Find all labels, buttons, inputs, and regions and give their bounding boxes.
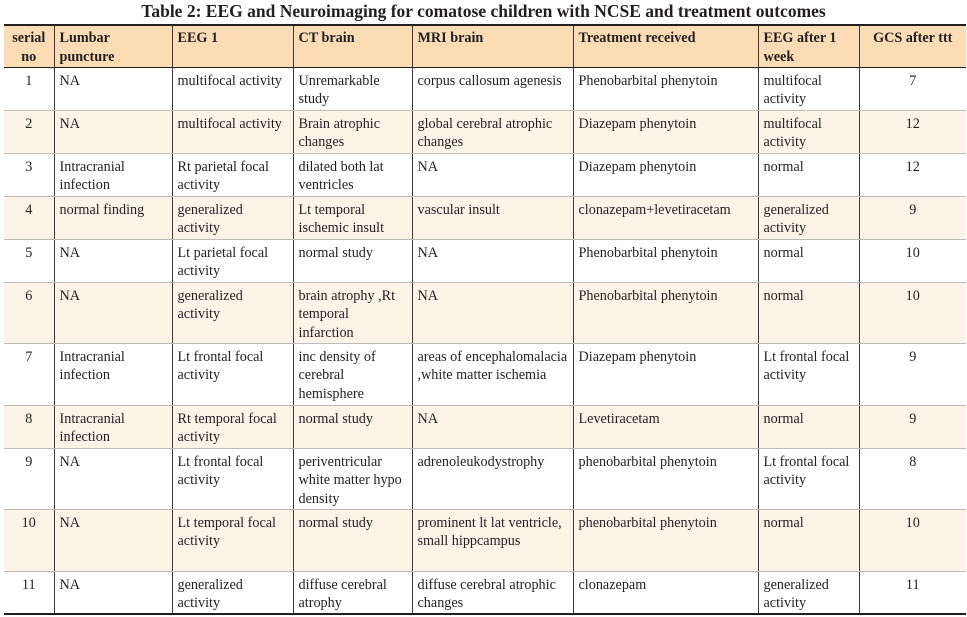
cell-eeg1: generalized activity: [172, 571, 293, 614]
results-table: [4, 24, 966, 615]
cell-gcs: 10: [859, 239, 966, 282]
table-body: [4, 67, 966, 614]
table-row: [4, 239, 966, 282]
table-row: [4, 196, 966, 239]
cell-treatment: clonazepam+levetiracetam: [573, 196, 758, 239]
cell-serial: 6: [4, 282, 54, 343]
table-row: [4, 282, 966, 343]
cell-lumbar-puncture: NA: [54, 448, 172, 509]
cell-gcs: 9: [859, 343, 966, 405]
cell-serial: 1: [4, 67, 54, 110]
table-title: Table 2: EEG and Neuroimaging for comatose children with NCSE and treatment outcomes: [141, 1, 826, 21]
cell-eeg1: Lt parietal focal activity: [172, 239, 293, 282]
table-row: [4, 448, 966, 509]
cell-gcs: 12: [859, 153, 966, 196]
cell-treatment: Diazepam phenytoin: [573, 110, 758, 153]
header-mri-brain: MRI brain: [412, 25, 573, 67]
cell-lumbar-puncture: Intracranial infection: [54, 153, 172, 196]
cell-lumbar-puncture: NA: [54, 239, 172, 282]
cell-ct-brain: Unremarkable study: [293, 67, 412, 110]
table-row: [4, 67, 966, 110]
cell-ct-brain: normal study: [293, 509, 412, 571]
cell-lumbar-puncture: NA: [54, 282, 172, 343]
header-row: [4, 25, 966, 67]
cell-mri-brain: areas of encephalomalacia ,white matter ischemia: [412, 343, 573, 405]
cell-eeg-after: multifocal activity: [758, 67, 859, 110]
cell-eeg-after: normal: [758, 405, 859, 448]
cell-treatment: phenobarbital phenytoin: [573, 509, 758, 571]
cell-ct-brain: diffuse cerebral atrophy: [293, 571, 412, 614]
cell-eeg1: Rt temporal focal activity: [172, 405, 293, 448]
header-eeg-after: EEG after 1 week: [758, 25, 859, 67]
cell-ct-brain: periventricular white matter hypo density: [293, 448, 412, 509]
table-row: [4, 405, 966, 448]
cell-ct-brain: Brain atrophic changes: [293, 110, 412, 153]
cell-mri-brain: prominent lt lat ventricle, small hippcampus: [412, 509, 573, 571]
table-row: [4, 153, 966, 196]
cell-serial: 5: [4, 239, 54, 282]
cell-eeg-after: Lt frontal focal activity: [758, 343, 859, 405]
cell-mri-brain: NA: [412, 282, 573, 343]
cell-eeg1: Lt frontal focal activity: [172, 448, 293, 509]
cell-ct-brain: brain atrophy ,Rt temporal infarction: [293, 282, 412, 343]
cell-eeg1: multifocal activity: [172, 67, 293, 110]
cell-lumbar-puncture: NA: [54, 110, 172, 153]
cell-gcs: 9: [859, 405, 966, 448]
cell-mri-brain: NA: [412, 239, 573, 282]
table-row: [4, 343, 966, 405]
cell-gcs: 10: [859, 509, 966, 571]
cell-eeg1: generalized activity: [172, 282, 293, 343]
cell-lumbar-puncture: NA: [54, 571, 172, 614]
header-ct-brain: CT brain: [293, 25, 412, 67]
cell-lumbar-puncture: NA: [54, 67, 172, 110]
cell-serial: 8: [4, 405, 54, 448]
header-gcs: GCS after ttt: [859, 25, 966, 67]
table-row: [4, 509, 966, 571]
cell-eeg1: generalized activity: [172, 196, 293, 239]
table-row: [4, 110, 966, 153]
cell-mri-brain: diffuse cerebral atrophic changes: [412, 571, 573, 614]
header-lumbar-puncture: Lumbar puncture: [54, 25, 172, 67]
table-row: [4, 571, 966, 614]
cell-ct-brain: Lt temporal ischemic insult: [293, 196, 412, 239]
cell-eeg-after: generalized activity: [758, 196, 859, 239]
cell-gcs: 11: [859, 571, 966, 614]
cell-eeg-after: normal: [758, 239, 859, 282]
cell-eeg-after: generalized activity: [758, 571, 859, 614]
header-treatment: Treatment received: [573, 25, 758, 67]
cell-eeg1: Lt temporal focal activity: [172, 509, 293, 571]
cell-treatment: clonazepam: [573, 571, 758, 614]
cell-gcs: 9: [859, 196, 966, 239]
cell-eeg1: multifocal activity: [172, 110, 293, 153]
cell-mri-brain: NA: [412, 405, 573, 448]
header-eeg1: EEG 1: [172, 25, 293, 67]
cell-lumbar-puncture: NA: [54, 509, 172, 571]
cell-treatment: Phenobarbital phenytoin: [573, 282, 758, 343]
cell-mri-brain: corpus callosum agenesis: [412, 67, 573, 110]
cell-treatment: Phenobarbital phenytoin: [573, 67, 758, 110]
cell-eeg1: Lt frontal focal activity: [172, 343, 293, 405]
cell-treatment: Diazepam phenytoin: [573, 343, 758, 405]
cell-gcs: 7: [859, 67, 966, 110]
cell-serial: 3: [4, 153, 54, 196]
cell-serial: 9: [4, 448, 54, 509]
cell-lumbar-puncture: normal finding: [54, 196, 172, 239]
cell-eeg-after: normal: [758, 153, 859, 196]
cell-serial: 4: [4, 196, 54, 239]
cell-gcs: 12: [859, 110, 966, 153]
cell-eeg1: Rt parietal focal activity: [172, 153, 293, 196]
cell-gcs: 10: [859, 282, 966, 343]
cell-ct-brain: normal study: [293, 405, 412, 448]
cell-ct-brain: dilated both lat ventricles: [293, 153, 412, 196]
cell-treatment: Phenobarbital phenytoin: [573, 239, 758, 282]
cell-serial: 7: [4, 343, 54, 405]
cell-eeg-after: normal: [758, 509, 859, 571]
cell-eeg-after: Lt frontal focal activity: [758, 448, 859, 509]
cell-ct-brain: inc density of cerebral hemisphere: [293, 343, 412, 405]
cell-mri-brain: adrenoleukodystrophy: [412, 448, 573, 509]
cell-eeg-after: multifocal activity: [758, 110, 859, 153]
cell-eeg-after: normal: [758, 282, 859, 343]
cell-treatment: Levetiracetam: [573, 405, 758, 448]
cell-treatment: Diazepam phenytoin: [573, 153, 758, 196]
cell-mri-brain: NA: [412, 153, 573, 196]
cell-treatment: phenobarbital phenytoin: [573, 448, 758, 509]
cell-mri-brain: vascular insult: [412, 196, 573, 239]
cell-serial: 2: [4, 110, 54, 153]
cell-mri-brain: global cerebral atrophic changes: [412, 110, 573, 153]
cell-ct-brain: normal study: [293, 239, 412, 282]
cell-gcs: 8: [859, 448, 966, 509]
cell-lumbar-puncture: Intracranial infection: [54, 343, 172, 405]
cell-serial: 10: [4, 509, 54, 571]
header-serial: serial no: [4, 25, 54, 67]
cell-lumbar-puncture: Intracranial infection: [54, 405, 172, 448]
cell-serial: 11: [4, 571, 54, 614]
